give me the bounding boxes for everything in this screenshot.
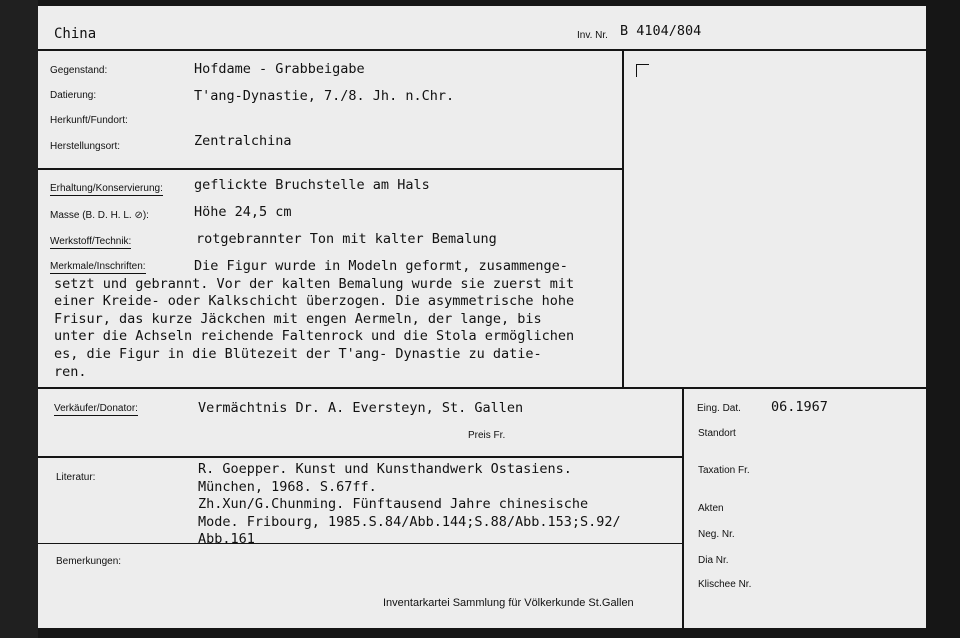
literatur-line: R. Goepper. Kunst und Kunsthandwerk Ostasiens.: [198, 461, 572, 477]
rule-identification: [38, 168, 624, 170]
erhaltung-value: geflickte Bruchstelle am Hals: [194, 177, 430, 193]
herkunft-label: Herkunft/Fundort:: [50, 115, 128, 126]
literatur-line: Mode. Fribourg, 1985.S.84/Abb.144;S.88/Abb.153;S.92/: [198, 513, 621, 530]
rule-donor: [38, 456, 683, 458]
masse-value: Höhe 24,5 cm: [194, 204, 292, 220]
literatur-text: [198, 461, 621, 549]
photo-corner-mark: [636, 64, 649, 77]
gegenstand-label: Gegenstand:: [50, 65, 108, 76]
literatur-label: Literatur:: [56, 472, 96, 483]
eing-dat-label: Eing. Dat.: [697, 403, 741, 414]
country: China: [54, 26, 97, 42]
werkstoff-value: rotgebrannter Ton mit kalter Bemalung: [196, 231, 497, 247]
merkmale-line: ren.: [54, 363, 87, 380]
preis-label: Preis Fr.: [468, 430, 506, 441]
merkmale-line: es, die Figur in die Blütezeit der T'ang- Dynastie zu datie-: [54, 345, 542, 362]
standort-label: Standort: [698, 428, 736, 439]
verkaeufer-label: Verkäufer/Donator:: [54, 403, 138, 414]
inv-label: Inv. Nr.: [577, 30, 608, 41]
literatur-line: München, 1968. S.67ff.: [198, 478, 377, 495]
herstellungsort-value: Zentralchina: [194, 133, 292, 149]
neg-nr-label: Neg. Nr.: [698, 529, 735, 540]
merkmale-line: unter die Achseln reichende Faltenrock und die Stola ermöglichen: [54, 328, 575, 345]
masse-label: Masse (B. D. H. L. ⊘):: [50, 210, 149, 221]
akten-label: Akten: [698, 503, 724, 514]
verkaeufer-value: Vermächtnis Dr. A. Eversteyn, St. Gallen: [198, 400, 524, 416]
inv-value: B 4104/804: [620, 23, 702, 39]
merkmale-line: setzt und gebrannt. Vor der kalten Bemalung wurde sie zuerst mit: [54, 275, 575, 292]
rule-right-column: [682, 387, 684, 628]
scan-edge: [0, 0, 38, 638]
merkmale-label: Merkmale/Inschriften:: [50, 261, 146, 272]
taxation-label: Taxation Fr.: [698, 465, 750, 476]
datierung-label: Datierung:: [50, 90, 97, 101]
rule-description: [38, 387, 926, 389]
gegenstand-value: Hofdame - Grabbeigabe: [194, 61, 365, 77]
werkstoff-label: Werkstoff/Technik:: [50, 236, 132, 247]
merkmale-line: einer Kreide- oder Kalkschicht überzogen. Die asymmetrische hohe: [54, 293, 575, 310]
datierung-value: T'ang-Dynastie, 7./8. Jh. n.Chr.: [194, 88, 455, 104]
literatur-line: Abb.161: [198, 531, 255, 548]
eing-dat-value: 06.1967: [771, 399, 828, 415]
rule-header: [38, 49, 926, 51]
herstellungsort-label: Herstellungsort:: [50, 141, 121, 152]
card-footer: Inventarkartei Sammlung für Völkerkunde St.Gallen: [383, 597, 634, 609]
dia-nr-label: Dia Nr.: [698, 555, 729, 566]
merkmale-text: [54, 258, 634, 381]
catalog-card: [38, 6, 926, 628]
klischee-nr-label: Klischee Nr.: [698, 579, 752, 590]
merkmale-line: Die Figur wurde in Modeln geformt, zusammenge-: [194, 258, 568, 274]
bemerkungen-label: Bemerkungen:: [56, 556, 122, 567]
merkmale-line: Frisur, das kurze Jäckchen mit engen Aermeln, der lange, bis: [54, 310, 542, 327]
literatur-line: Zh.Xun/G.Chunming. Fünftausend Jahre chinesische: [198, 496, 589, 513]
erhaltung-label: Erhaltung/Konservierung:: [50, 183, 163, 194]
